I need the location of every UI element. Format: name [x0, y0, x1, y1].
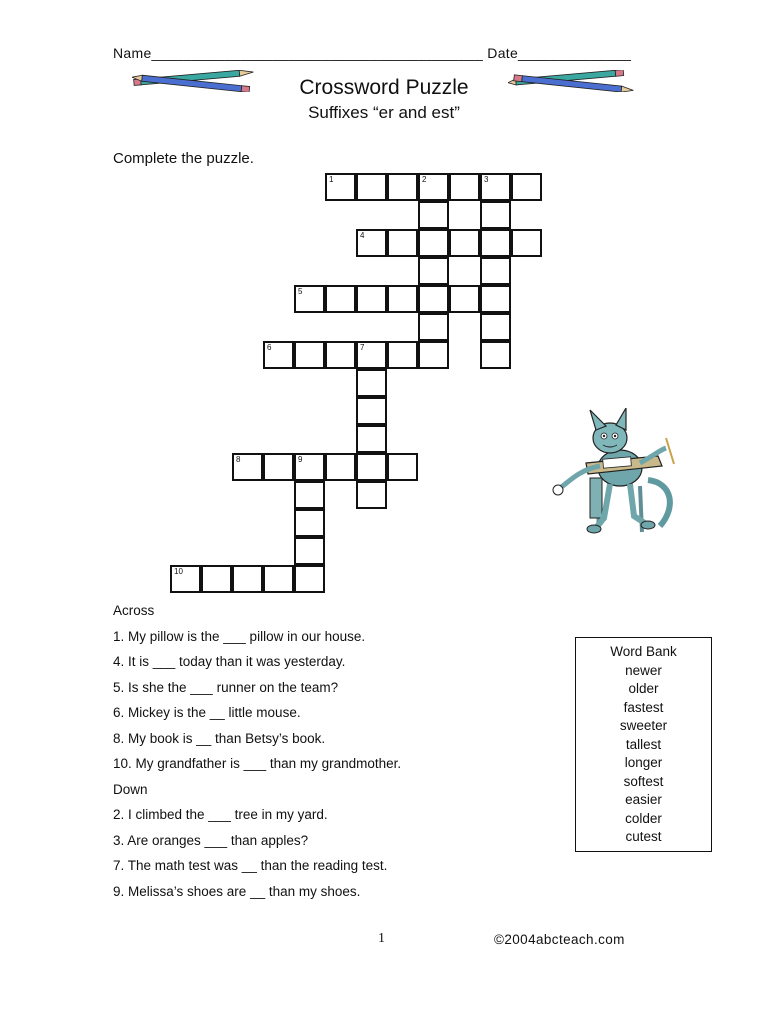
crossword-cell[interactable] [294, 341, 325, 369]
crossword-cell[interactable] [511, 229, 542, 257]
crossword-cell[interactable] [387, 173, 418, 201]
word-bank-title: Word Bank [610, 644, 677, 659]
crossword-cell[interactable] [232, 565, 263, 593]
crossword-cell[interactable] [294, 481, 325, 509]
crossword-cell[interactable] [449, 285, 480, 313]
name-field-label: Name_________________________________________ [113, 45, 484, 61]
down-clue: 7. The math test was __ than the reading test. [113, 858, 388, 873]
across-clue: 1. My pillow is the ___ pillow in our house. [113, 628, 366, 644]
crossword-cell[interactable] [387, 229, 418, 257]
crossword-cell[interactable] [387, 453, 418, 481]
crossword-cell[interactable] [387, 341, 418, 369]
instruction-text: Complete the puzzle. [113, 150, 254, 167]
cat-at-desk-illustration [548, 408, 688, 538]
clue-number: 1 [329, 175, 334, 184]
crossword-cell[interactable] [449, 173, 480, 201]
crossword-cell[interactable] [356, 397, 387, 425]
word-bank-word: easier [625, 792, 662, 807]
crossword-cell[interactable] [418, 173, 449, 201]
crossword-cell[interactable] [356, 285, 387, 313]
down-clue: 9. Melissa’s shoes are __ than my shoes. [113, 883, 361, 899]
crossword-cell[interactable] [418, 313, 449, 341]
down-clue: 2. I climbed the ___ tree in my yard. [113, 807, 328, 822]
crossword-cell[interactable] [170, 565, 201, 593]
down-clue: 3. Are oranges ___ than apples? [113, 832, 309, 848]
clue-number: 6 [267, 343, 272, 352]
crossword-cell[interactable] [480, 229, 511, 257]
word-bank-word: fastest [623, 699, 664, 715]
crossword-cell[interactable] [356, 369, 387, 397]
crossword-cell[interactable] [325, 285, 356, 313]
crossword-cell[interactable] [356, 425, 387, 453]
across-clue: 4. It is ___ today than it was yesterday. [113, 654, 346, 669]
crossword-cell[interactable] [201, 565, 232, 593]
crossword-cell[interactable] [325, 341, 356, 369]
crossword-cell[interactable] [480, 201, 511, 229]
crossword-cell[interactable] [511, 173, 542, 201]
crossword-cell[interactable] [418, 229, 449, 257]
crossword-cell[interactable] [480, 173, 511, 201]
crossword-cell[interactable] [418, 257, 449, 285]
crossword-cell[interactable] [294, 565, 325, 593]
clue-number: 10 [174, 567, 183, 576]
crossword-cell[interactable] [480, 313, 511, 341]
crossword-cell[interactable] [294, 453, 325, 481]
word-bank-word: cutest [625, 829, 662, 844]
crossword-cell[interactable] [263, 453, 294, 481]
word-bank-word: tallest [625, 736, 662, 752]
crossword-cell[interactable] [325, 453, 356, 481]
crossword-cell[interactable] [480, 341, 511, 369]
date-field-label: Date______________ [487, 45, 632, 61]
across-clue: 6. Mickey is the __ little mouse. [113, 705, 301, 720]
across-heading: Across [113, 603, 155, 618]
across-clue: 10. My grandfather is ___ than my grandmother. [113, 756, 402, 771]
crossword-cell[interactable] [356, 229, 387, 257]
crossword-cell[interactable] [356, 481, 387, 509]
crossword-cell[interactable] [232, 453, 263, 481]
word-bank-word: softest [623, 773, 664, 789]
crossword-cell[interactable] [263, 341, 294, 369]
word-bank [575, 637, 712, 852]
crossword-cell[interactable] [387, 285, 418, 313]
across-clue: 5. Is she the ___ runner on the team? [113, 679, 339, 695]
copyright-text: ©2004abcteach.com [494, 932, 625, 947]
crossword-cell[interactable] [418, 201, 449, 229]
clue-number: 9 [298, 455, 303, 464]
crossword-cell[interactable] [356, 453, 387, 481]
across-clue: 8. My book is __ than Betsy’s book. [113, 730, 326, 746]
crossword-cell[interactable] [449, 229, 480, 257]
crossword-cell[interactable] [263, 565, 294, 593]
word-bank-word: colder [625, 810, 662, 826]
clue-number: 4 [360, 231, 365, 240]
crossword-cell[interactable] [294, 537, 325, 565]
name-date-line [113, 45, 645, 61]
page-subtitle: Suffixes “er and est” [308, 103, 460, 122]
page-title: Crossword Puzzle [299, 76, 469, 99]
crossword-cell[interactable] [356, 341, 387, 369]
crossword-cell[interactable] [356, 173, 387, 201]
down-heading: Down [113, 781, 148, 797]
crossword-cell[interactable] [325, 173, 356, 201]
page-number: 1 [378, 931, 385, 946]
word-bank-word: newer [625, 662, 662, 678]
clue-number: 8 [236, 455, 241, 464]
word-bank-word: sweeter [619, 718, 668, 733]
word-bank-word: longer [624, 755, 663, 770]
crossword-cell[interactable] [418, 341, 449, 369]
clue-number: 7 [360, 343, 365, 352]
clue-number: 2 [422, 175, 427, 184]
word-bank-word: older [628, 681, 659, 696]
crossword-cell[interactable] [480, 257, 511, 285]
crossword-cell[interactable] [418, 285, 449, 313]
crossword-cell[interactable] [294, 509, 325, 537]
clues-section [113, 598, 401, 904]
crossword-cell[interactable] [480, 285, 511, 313]
crossword-cell[interactable] [294, 285, 325, 313]
clue-number: 3 [484, 175, 489, 184]
clue-number: 5 [298, 287, 303, 296]
